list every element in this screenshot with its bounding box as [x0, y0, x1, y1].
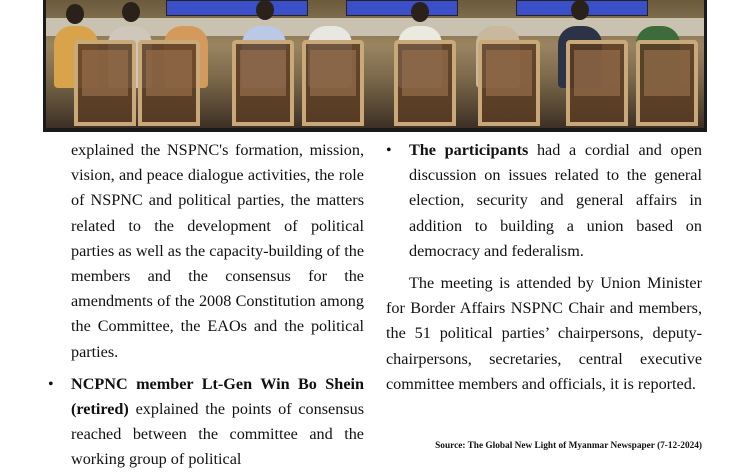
bullet3-body: had a cordial and open discussion on issues related to the general election, security and general affairs in addition to building a union based on democracy and federalism.: [409, 141, 702, 260]
list-item: [48, 372, 364, 473]
bullet-icon: •: [48, 375, 54, 393]
left-column: [48, 138, 364, 473]
bullet2-body: explained the points of consensus reached between the committee and the working group of political: [71, 400, 364, 469]
left-intro-paragraph: explained the NSPNC's formation, mission, vision, and peace dialogue activities, the role of NSPNC and political parties, the matters related to the development of political parties as well as the capacity-building of the members and the consensus for the amendments of the 2008 Constitution among the Committee, the EAOs and the political parties.: [71, 141, 364, 361]
right-column: [386, 138, 702, 397]
list-item: [386, 138, 702, 264]
closing-paragraph: The meeting is attended by Union Minister for Border Affairs NSPNC Chair and members, the 51 political parties’ chairpersons, deputy-chairpersons, secretaries, central executive committee members and officials, it is reported.: [386, 274, 702, 393]
source-credit: Source: The Global New Light of Myanmar Newspaper (7-12-2024): [435, 441, 702, 451]
meeting-photo: [46, 0, 704, 128]
meeting-photo-frame: [43, 0, 707, 132]
bullet-icon: •: [386, 142, 392, 159]
bullet2-lead: NCPNC member Lt-Gen Win Bo Shein (retired): [71, 374, 364, 419]
bullet3-lead: The participants: [409, 141, 529, 159]
